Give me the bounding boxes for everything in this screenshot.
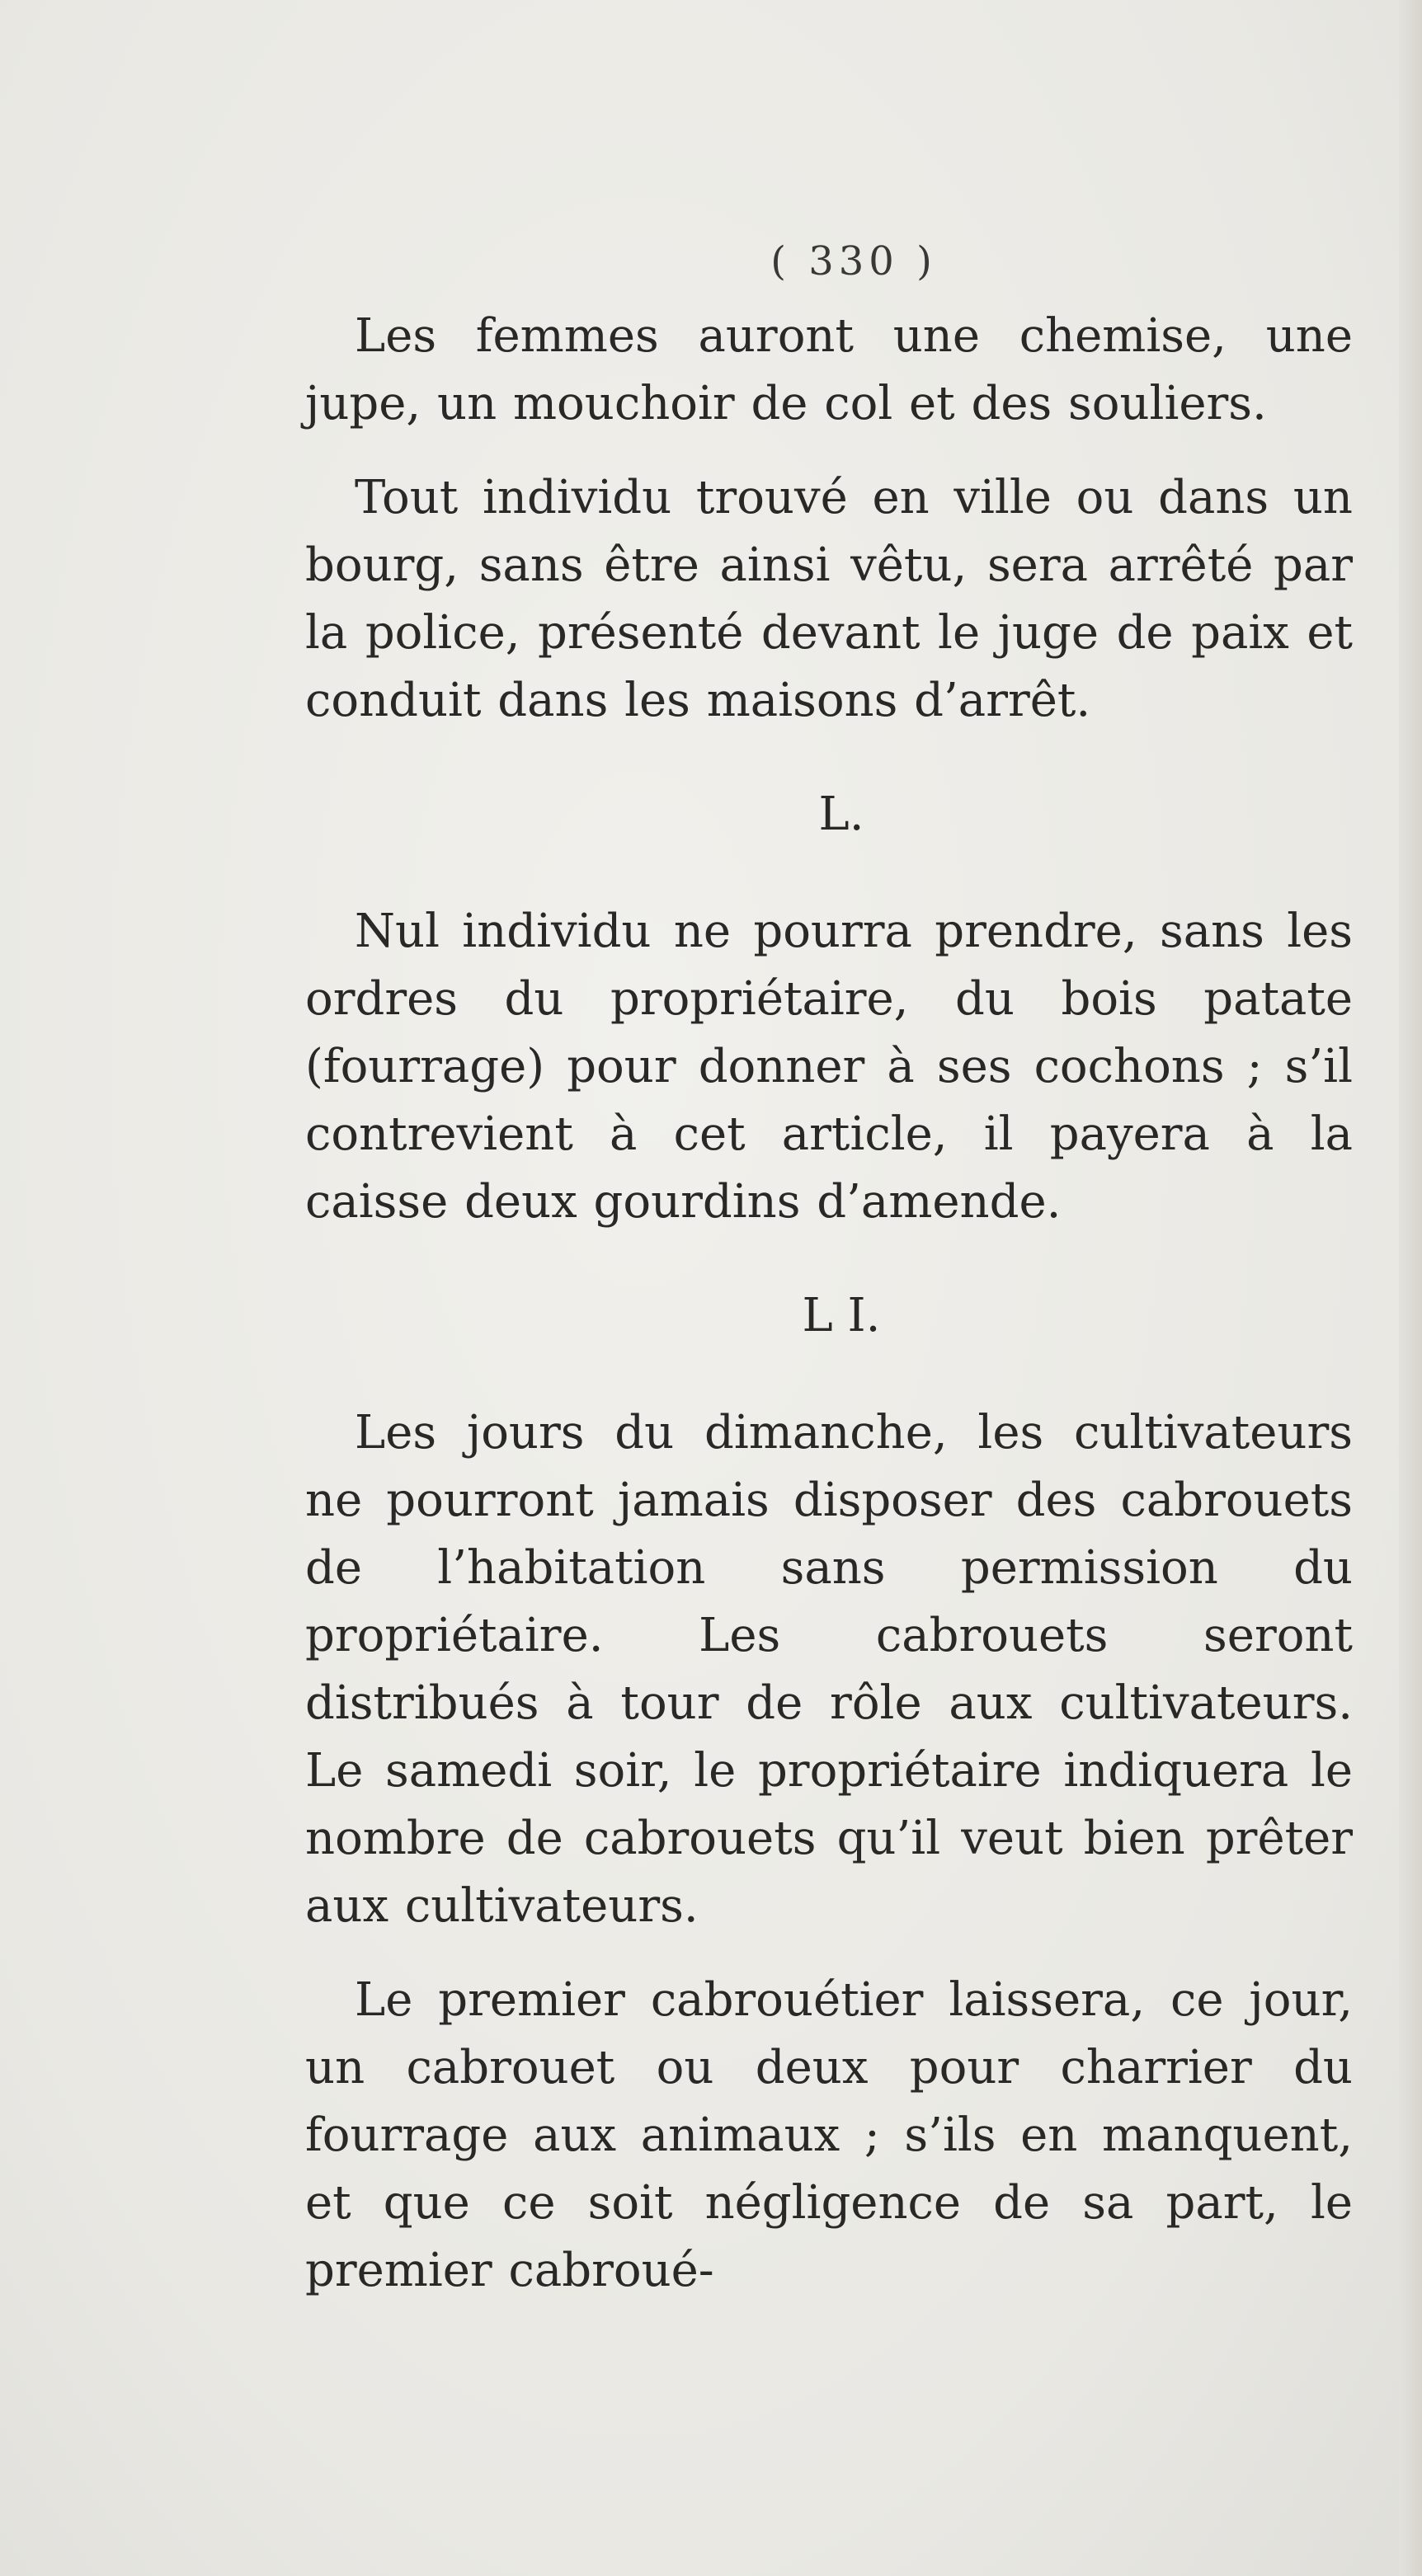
paragraph-arrest-rule: Tout individu trouvé en ville ou dans un bourg, sans être ainsi vêtu, sera arrêté par la police, présenté devant le juge de paix et conduit dans les maisons d’arrêt. — [305, 471, 1353, 727]
section-heading-LI: L I. — [802, 1289, 881, 1342]
text-column — [305, 235, 1353, 2305]
paragraph-sunday-carts: Les jours du dimanche, les cultivateurs ne pourront jamais disposer des cabrouets de l’habitation sans permission du propriétaire. Les cabrouets seront distribués à tour de rôle aux cultivateurs. Le samedi soir, le propriétaire indiquera le nombre de cabrouets qu’il veut bien prêter aux cultivateurs. — [305, 1406, 1353, 1933]
paragraph-cart-driver: Le premier cabrouétier laissera, ce jour, un cabrouet ou deux pour charrier du fourrage aux animaux ; s’ils en manquent, et que ce soit négligence de sa part, le premier cabroué- — [305, 1973, 1353, 2297]
paragraph-women-clothing: Les femmes auront une chemise, une jupe, un mouchoir de col et des souliers. — [305, 309, 1353, 430]
page-edge-shadow — [1399, 0, 1422, 2576]
page-number: ( 330 ) — [770, 238, 937, 284]
section-heading-L: L. — [818, 787, 864, 841]
paragraph-fodder-rule: Nul individu ne pourra prendre, sans les ordres du propriétaire, du bois patate (fourrage) pour donner à ses cochons ; s’il contrevient à cet article, il payera à la caisse deux gourdins d’amende. — [305, 905, 1353, 1229]
